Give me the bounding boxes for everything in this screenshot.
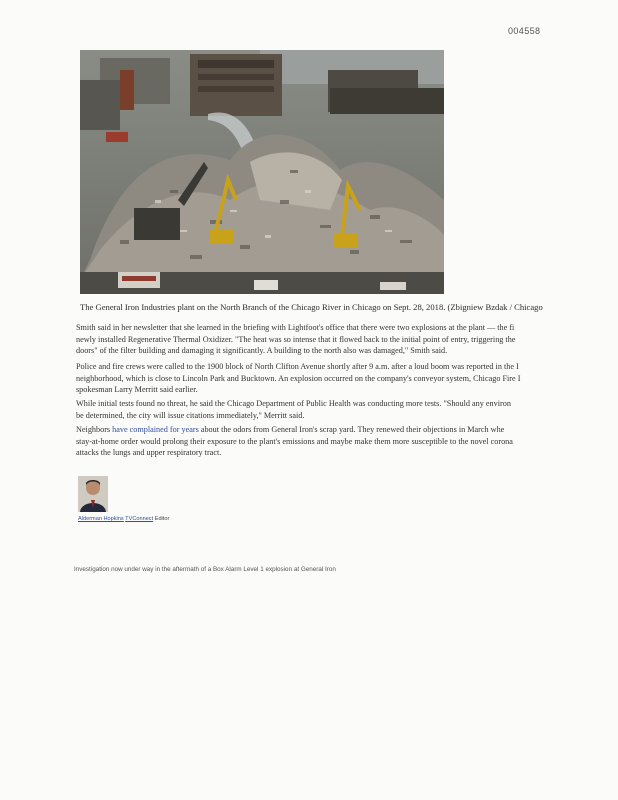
paragraph-text: about the odors from General Iron's scrap yard. They renewed their objections in March whe (198, 425, 505, 434)
article-paragraph-4 (76, 424, 602, 459)
paragraph-line: Smith said in her newsletter that she learned in the briefing with Lightfoot's office that there were two explosions at the plant — the fi (76, 323, 515, 332)
news-photo (80, 50, 444, 294)
page-number: 004558 (508, 26, 541, 36)
paragraph-line: doors" of the filter building and damaging it significantly. A building to the north also was damaged," Smith said. (76, 346, 448, 356)
author-suffix: Editor (154, 516, 170, 522)
paragraph-line: stay-at-home order would prolong their exposure to the plant's emissions and maybe make them more susceptible to the novel corona (76, 436, 513, 446)
article-paragraph-1 (76, 322, 602, 357)
author-name-link[interactable]: Alderman Hopkins (78, 516, 124, 522)
author-handle-link[interactable]: TVConnect (125, 516, 154, 522)
paragraph-line: While initial tests found no threat, he said the Chicago Department of Public Health was conducting more tests. "Should any environ (76, 399, 511, 408)
paragraph-line: attacks the lungs and upper respiratory tract. (76, 448, 222, 458)
paragraph-line: Police and fire crews were called to the 1900 block of North Clifton Avenue shortly after 9 a.m. after a loud boom was reported in the I (76, 362, 519, 371)
article-paragraph-3 (76, 398, 602, 421)
paragraph-line: spokesman Larry Merritt said earlier. (76, 385, 198, 395)
footer-note: Investigation now under way in the aftermath of a Box Alarm Level 1 explosion at General Iron (74, 566, 336, 573)
photo-caption: The General Iron Industries plant on the North Branch of the Chicago River in Chicago on Sept. 28, 2018. (Zbigniew Bzdak / Chicago (80, 302, 543, 312)
paragraph-lead: Neighbors (76, 425, 113, 434)
paragraph-line: be determined, the city will issue citations immediately," Merritt said. (76, 410, 305, 420)
paragraph-line: newly installed Regenerative Thermal Oxidizer. "The heat was so intense that it flowed back to the initial point of entry, triggering the (76, 334, 516, 344)
article-paragraph-2 (76, 361, 602, 396)
author-byline (78, 516, 169, 522)
author-avatar (78, 476, 108, 512)
paragraph-line: neighborhood, which is close to Lincoln Park and Bucktown. An explosion occurred on the company's conveyor system, Chicago Fire I (76, 373, 521, 383)
complained-link[interactable]: have complained for years (112, 425, 199, 434)
paragraph-line (76, 424, 602, 436)
scrap-yard-image (80, 50, 444, 294)
